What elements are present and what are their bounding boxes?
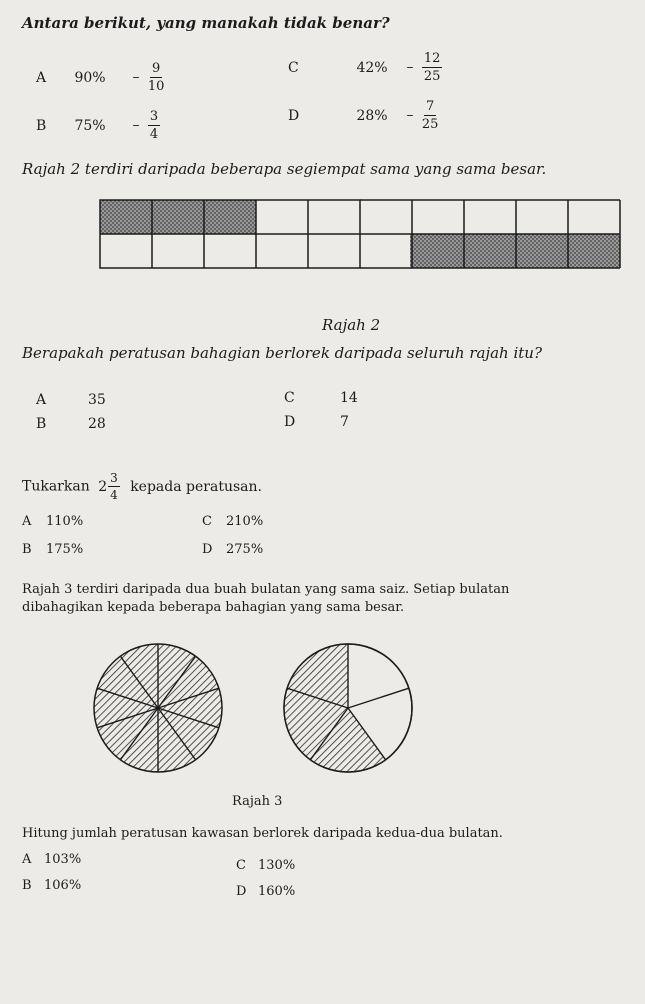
q4-option-d-letter: D xyxy=(236,884,247,899)
q3-option-c[interactable] xyxy=(202,514,263,529)
q1-option-d-den: 25 xyxy=(421,117,439,132)
q3-option-d-value: 275% xyxy=(226,542,264,557)
q1-option-a[interactable]: A 90% – $\frac{9}{10}$ xyxy=(36,61,165,94)
q3-question-prefix: Tukarkan xyxy=(22,478,90,495)
q3-option-a-letter: A xyxy=(22,514,32,529)
q2-option-b[interactable] xyxy=(36,416,106,432)
q4-circle-left xyxy=(90,640,230,776)
q2-option-a-value: 35 xyxy=(88,392,106,408)
q2-option-b-letter: B xyxy=(36,416,47,432)
q1-option-b-percent: 75% xyxy=(74,117,106,134)
q4-option-a[interactable] xyxy=(22,852,81,867)
q2-intro: Rajah 2 terdiri daripada beberapa segiempat sama yang sama besar. xyxy=(22,160,547,178)
q4-option-a-value: 103% xyxy=(44,852,82,867)
q4-intro-line2: dibahagikan kepada beberapa bahagian yang sama besar. xyxy=(22,600,405,615)
q4-option-b-letter: B xyxy=(22,878,32,893)
q3-den: 4 xyxy=(110,488,118,502)
q2-option-a[interactable] xyxy=(36,392,106,408)
q3-question-suffix: kepada peratusan. xyxy=(130,478,262,495)
q1-option-c[interactable]: C 42% – $\frac{12}{25}$ xyxy=(288,51,441,84)
q2-option-d[interactable] xyxy=(284,414,349,430)
q1-option-a-letter: A xyxy=(36,69,47,86)
q2-option-c-letter: C xyxy=(284,390,295,406)
q2-figure-grid xyxy=(98,196,624,272)
q2-figure-caption: Rajah 2 xyxy=(322,316,381,334)
q1-option-a-den: 10 xyxy=(147,79,165,94)
q4-option-a-letter: A xyxy=(22,852,32,867)
q3-option-d-letter: D xyxy=(202,542,213,557)
q3-option-a-value: 110% xyxy=(46,514,84,529)
q1-option-d[interactable]: D 28% – $\frac{7}{25}$ xyxy=(288,99,439,132)
q3-whole: 2 xyxy=(98,478,108,495)
q1-option-b-den: 4 xyxy=(149,127,159,142)
q3-option-c-letter: C xyxy=(202,514,212,529)
q2-option-c[interactable] xyxy=(284,390,358,406)
q4-option-d-value: 160% xyxy=(258,884,296,899)
q1-option-b-letter: B xyxy=(36,117,47,134)
q4-option-b[interactable] xyxy=(22,878,81,893)
q1-option-a-percent: 90% xyxy=(74,69,106,86)
q1-option-c-percent: 42% xyxy=(356,59,388,76)
grid-cell-shaded xyxy=(100,200,152,234)
q3-option-b-letter: B xyxy=(22,542,32,557)
q4-circle-right xyxy=(280,640,416,776)
q2-option-d-letter: D xyxy=(284,414,296,430)
q2-option-c-value: 14 xyxy=(340,390,358,406)
q4-figure-caption: Rajah 3 xyxy=(232,794,283,809)
q2-option-b-value: 28 xyxy=(88,416,106,432)
q3-option-a[interactable] xyxy=(22,514,83,529)
q1-option-a-num: 9 xyxy=(152,61,161,76)
q1-option-d-letter: D xyxy=(288,107,300,124)
q4-option-c[interactable] xyxy=(236,858,295,873)
q1-option-d-percent: 28% xyxy=(356,107,388,124)
grid-cell-shaded xyxy=(152,200,204,234)
q1-option-c-den: 25 xyxy=(423,69,441,84)
q3-option-c-value: 210% xyxy=(226,514,264,529)
q2-option-a-letter: A xyxy=(36,392,47,408)
q4-option-b-value: 106% xyxy=(44,878,82,893)
q2-option-d-value: 7 xyxy=(340,414,349,430)
q4-option-d[interactable] xyxy=(236,884,295,899)
q1-option-d-num: 7 xyxy=(426,99,435,114)
q3-num: 3 xyxy=(110,471,118,485)
q1-option-b-num: 3 xyxy=(149,109,159,124)
q3-question xyxy=(22,472,262,501)
q1-question: Antara berikut, yang manakah tidak benar? xyxy=(22,14,390,32)
q3-option-d[interactable] xyxy=(202,542,263,557)
q4-option-c-value: 130% xyxy=(258,858,296,873)
q1-option-b[interactable]: B 75% – $\frac{3}{4}$ xyxy=(36,109,159,142)
q3-option-b-value: 175% xyxy=(46,542,84,557)
q4-intro-line1: Rajah 3 terdiri daripada dua buah bulatan yang sama saiz. Setiap bulatan xyxy=(22,582,510,597)
q4-question: Hitung jumlah peratusan kawasan berlorek daripada kedua-dua bulatan. xyxy=(22,826,503,841)
q1-option-c-letter: C xyxy=(288,59,299,76)
q1-option-c-num: 12 xyxy=(423,51,441,66)
q3-option-b[interactable] xyxy=(22,542,83,557)
q4-option-c-letter: C xyxy=(236,858,246,873)
grid-cell-shaded xyxy=(204,200,256,234)
q2-question: Berapakah peratusan bahagian berlorek daripada seluruh rajah itu? xyxy=(22,344,542,362)
grid-cell-shaded xyxy=(410,234,620,268)
